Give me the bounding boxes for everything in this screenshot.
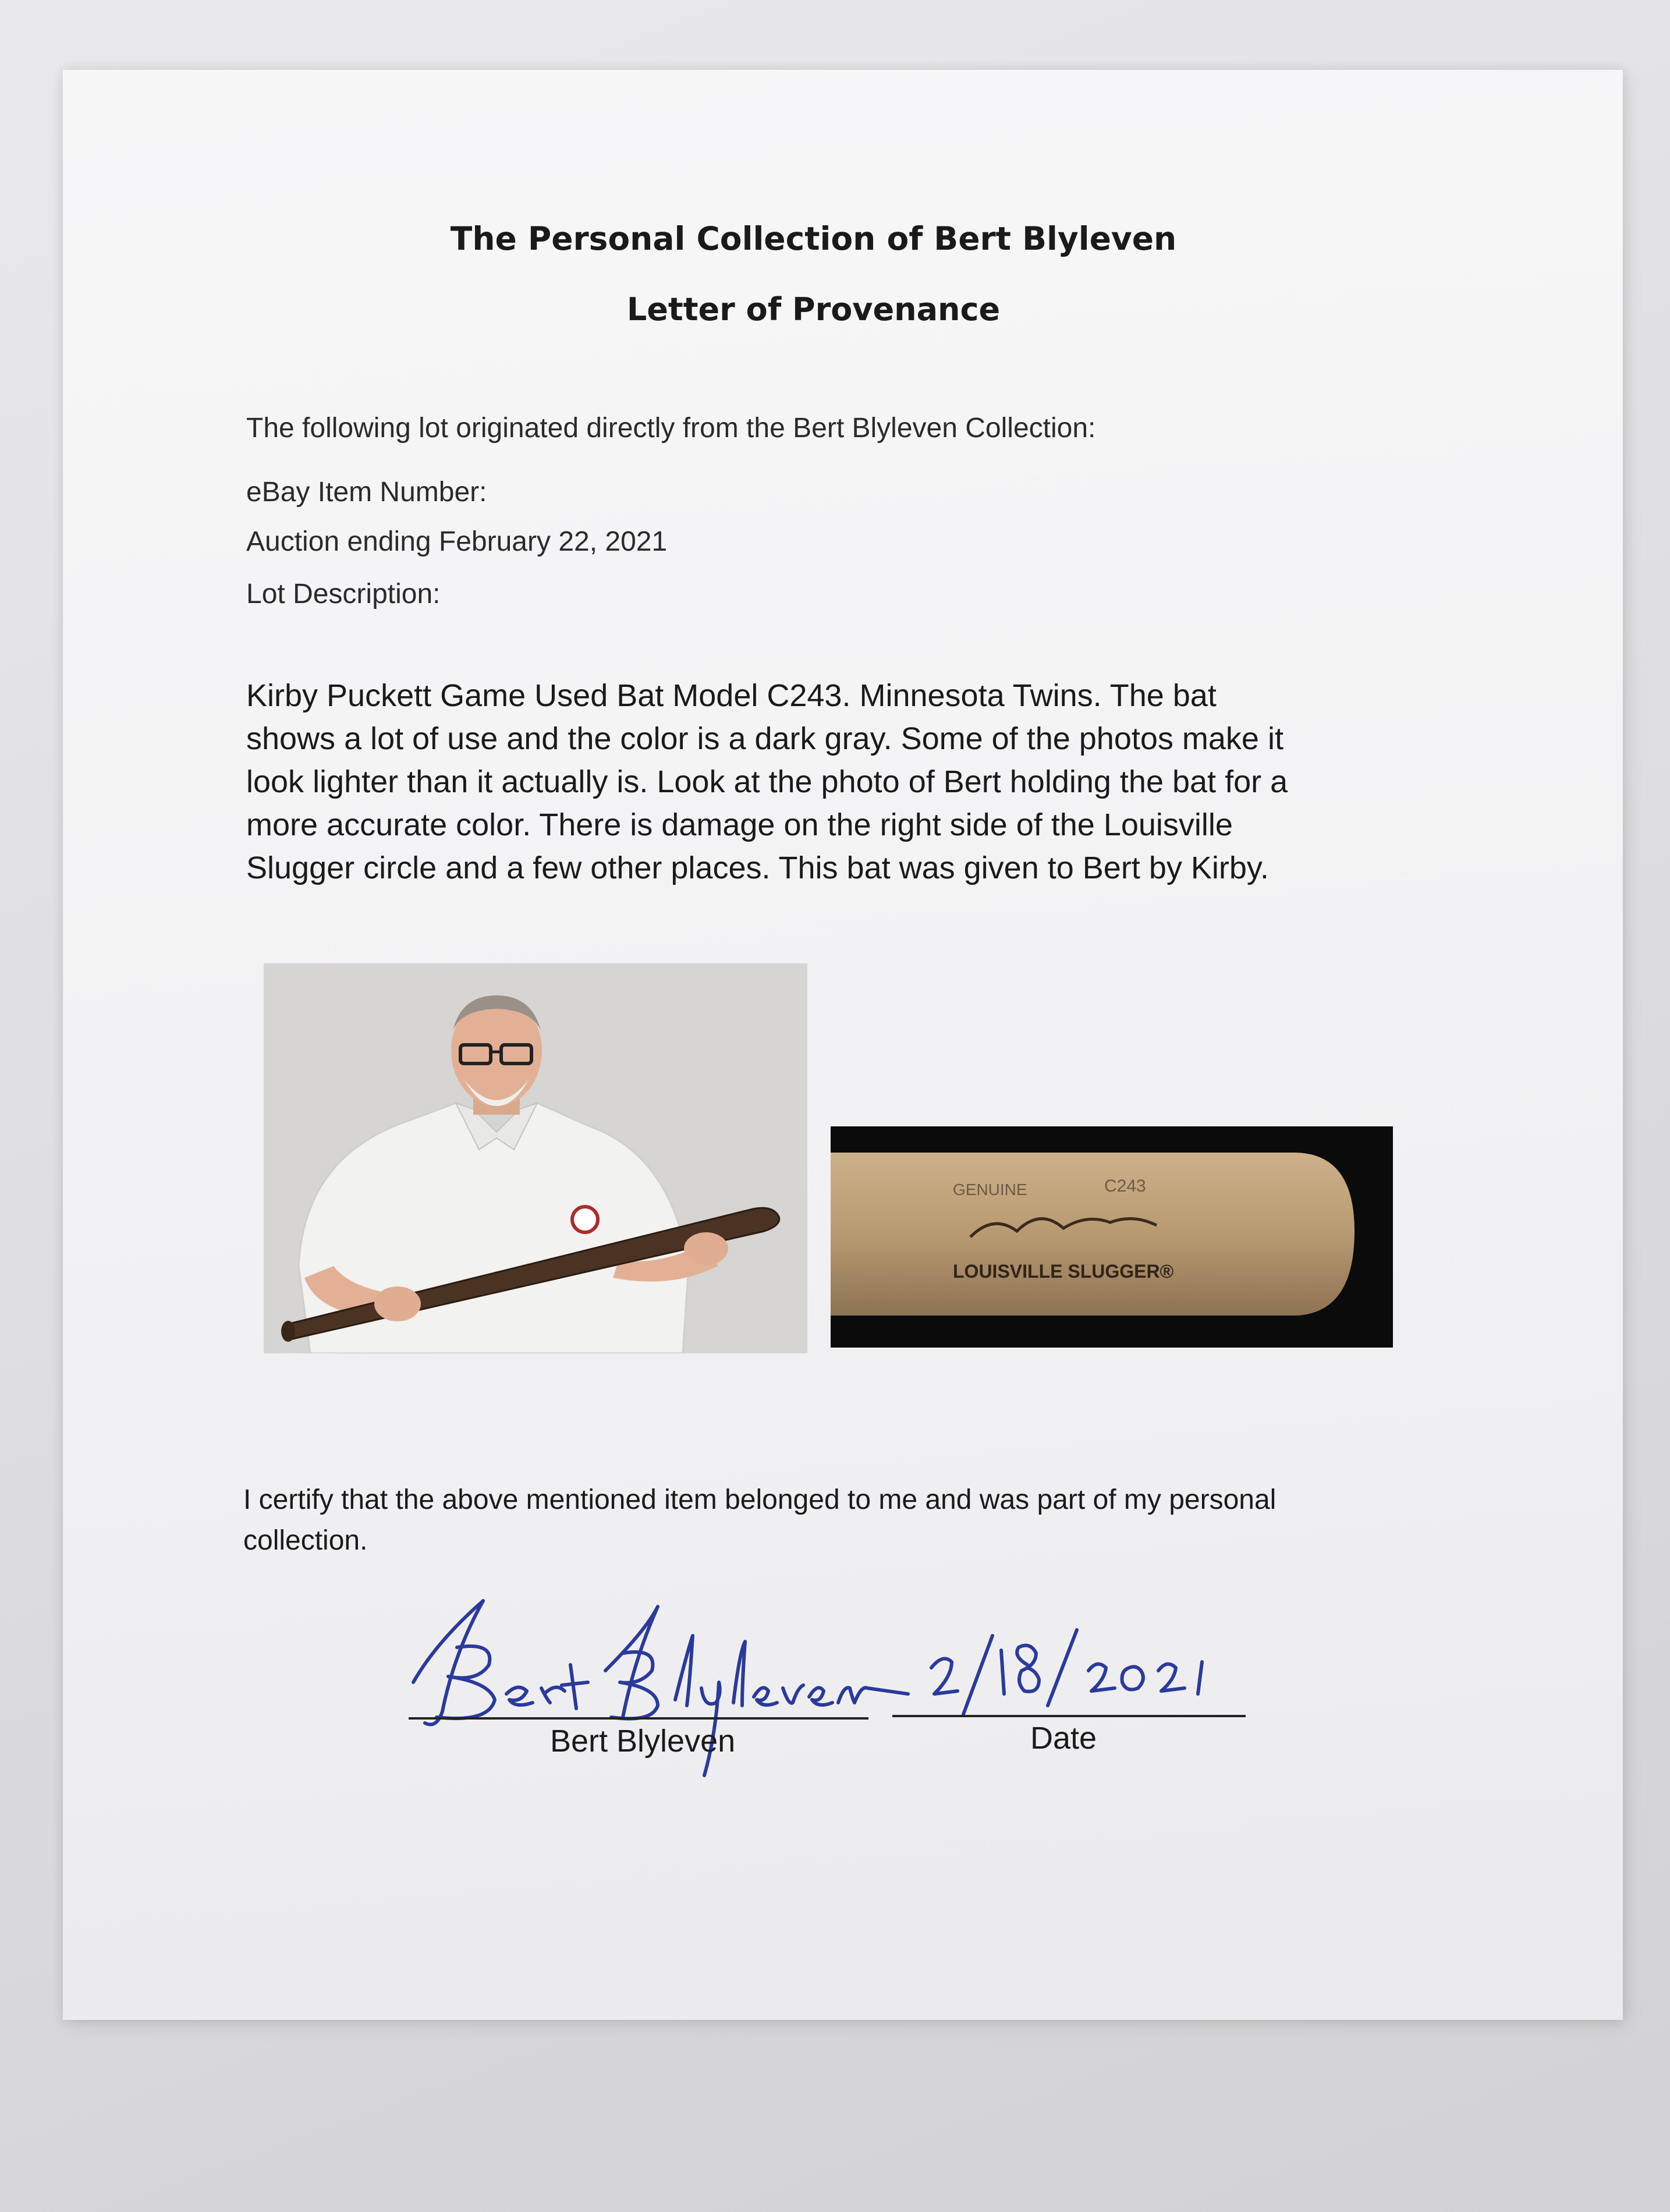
bat-stamp-genuine: GENUINE <box>953 1181 1027 1199</box>
man-with-bat-illustration <box>264 963 807 1353</box>
signer-name-label: Bert Blyleven <box>550 1724 736 1759</box>
lot-description-label: Lot Description: <box>246 579 441 609</box>
intro-line: The following lot originated directly from the Bert Blyleven Collection: <box>246 413 1096 444</box>
handwritten-signature <box>402 1583 914 1793</box>
date-label: Date <box>1030 1721 1097 1756</box>
certification-text: I certify that the above mentioned item belonged to me and was part of my personal collection. <box>243 1484 1277 1556</box>
signature-line <box>409 1717 868 1720</box>
description-line: look lighter than it actually is. Look at the photo of Bert holding the bat for a <box>246 764 1288 799</box>
description-line: more accurate color. There is damage on the right side of the Louisville <box>246 807 1233 842</box>
description-line: Slugger circle and a few other places. This bat was given to Bert by Kirby. <box>246 850 1269 885</box>
document-subtitle: Letter of Provenance <box>626 291 1001 328</box>
date-line <box>892 1715 1246 1717</box>
auction-ending: Auction ending February 22, 2021 <box>246 526 668 557</box>
document-title: The Personal Collection of Bert Blyleven <box>450 220 1177 257</box>
photo-bat-closeup <box>831 1126 1393 1348</box>
bat-barrel-illustration <box>831 1126 1393 1348</box>
bat-stamp-brand: LOUISVILLE SLUGGER® <box>953 1261 1174 1282</box>
ebay-item-number: eBay Item Number: <box>246 477 487 508</box>
description-line: Kirby Puckett Game Used Bat Model C243. Minnesota Twins. The bat <box>246 678 1217 713</box>
description-line: shows a lot of use and the color is a dark gray. Some of the photos make it <box>246 721 1283 756</box>
lot-description <box>246 674 1439 889</box>
photo-bert-holding-bat <box>264 963 807 1353</box>
bat-stamp-model: C243 <box>1104 1176 1146 1196</box>
